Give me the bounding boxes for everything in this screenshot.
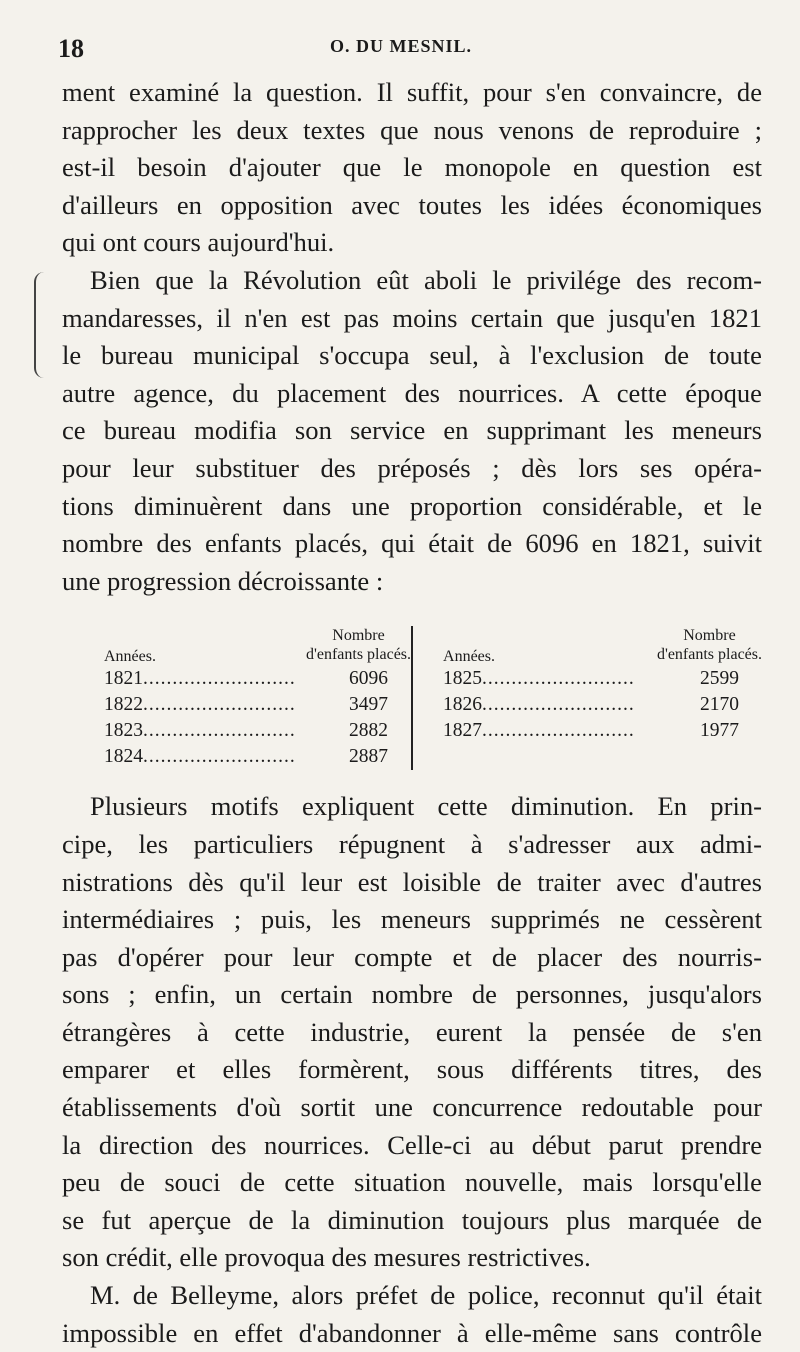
text-line: établissements d'où sortit une concurrence redoutable pour xyxy=(62,1092,762,1123)
text-line: ment examiné la question. Il suffit, pour s'en convaincre, de xyxy=(62,77,762,107)
text-line: Bien que la Révolution eût aboli le privilége des recom- xyxy=(90,264,762,295)
book-page xyxy=(58,34,762,1352)
text-line: mandaresses, il n'en est pas moins certain que jusqu'en 1821 xyxy=(62,302,762,333)
row-value: 2882 xyxy=(349,720,389,742)
row-year: 1823 xyxy=(104,720,143,742)
table-row: 1824 .......................... 2887 xyxy=(104,744,411,770)
table-row: 1827 .......................... 1977 xyxy=(443,718,762,744)
row-year: 1821 xyxy=(104,668,143,690)
text-line: peu de souci de cette situation nouvelle, mais lorsqu'elle xyxy=(62,1167,762,1198)
text-line: M. de Belleyme, alors préfet de police, reconnut qu'il était xyxy=(90,1280,762,1311)
text-line: se fut aperçue de la diminution toujours plus marquée de xyxy=(62,1204,762,1235)
placements-table xyxy=(62,626,762,770)
text-line: ce bureau modifia son service en supprimant les meneurs xyxy=(62,415,762,446)
running-title: O. DU MESNIL. xyxy=(330,36,473,56)
row-value: 6096 xyxy=(349,668,389,690)
header-count-line-2: d'enfants placés. xyxy=(656,646,762,664)
row-year: 1824 xyxy=(104,746,143,768)
paragraph-2 xyxy=(62,262,762,600)
text-line: pour leur substituer des préposés ; dès lors ses opéra- xyxy=(62,452,762,483)
text-line: nistrations dès qu'il leur est loisible de traiter avec d'autres xyxy=(62,866,762,897)
table-row: 1822 .......................... 3497 xyxy=(104,692,411,718)
text-line: cipe, les particuliers répugnent à s'adresser aux admi- xyxy=(62,828,762,859)
table-row: 1826 .......................... 2170 xyxy=(443,692,762,718)
row-value: 2599 xyxy=(700,668,739,690)
table-row: 1825 .......................... 2599 xyxy=(443,666,762,692)
text-line: emparer et elles formèrent, sous différents titres, des xyxy=(62,1054,762,1085)
text-line: son crédit, elle provoqua des mesures restrictives. xyxy=(62,1242,591,1273)
table-header xyxy=(104,626,411,666)
header-years: Années. xyxy=(443,648,495,666)
text-line: d'ailleurs en opposition avec toutes les idées économiques xyxy=(62,189,762,220)
text-line: qui ont cours aujourd'hui. xyxy=(62,227,335,258)
text-line: étrangères à cette industrie, eurent la pensée de s'en xyxy=(62,1016,762,1047)
text-line: Plusieurs motifs expliquent cette diminution. En prin- xyxy=(90,791,762,822)
row-year: 1822 xyxy=(104,694,143,716)
text-line: nombre des enfants placés, qui était de 6096 en 1821, suivit xyxy=(62,528,762,559)
row-value: 3497 xyxy=(349,694,389,716)
table-row: 1821 .......................... 6096 xyxy=(104,666,411,692)
row-year: 1827 xyxy=(443,720,483,742)
text-line: une progression décroissante : xyxy=(62,565,384,596)
header-years: Années. xyxy=(104,648,156,666)
text-line: tions diminuèrent dans une proportion considérable, et le xyxy=(62,490,762,521)
paragraph-1 xyxy=(62,74,762,262)
row-value: 2170 xyxy=(700,694,739,716)
header-count xyxy=(306,626,411,666)
header-count xyxy=(657,626,762,666)
header-count-line-2: d'enfants placés. xyxy=(305,646,412,664)
table-header xyxy=(443,626,762,666)
header-count-line-1: Nombre xyxy=(332,627,385,645)
text-line: le bureau municipal s'occupa seul, à l'exclusion de toute xyxy=(62,340,762,371)
text-line: impossible en effet d'abandonner à elle-même sans contrôle xyxy=(62,1317,762,1348)
row-value: 2887 xyxy=(349,746,389,768)
text-line: sons ; enfin, un certain nombre de personnes, jusqu'alors xyxy=(62,979,762,1010)
text-line: rapprocher les deux textes que nous venons de reproduire ; xyxy=(62,114,762,145)
table-column-left xyxy=(62,626,411,770)
text-line: pas d'opérer pour leur compte et de placer des nourris- xyxy=(62,941,762,972)
page-header xyxy=(58,34,762,74)
text-line: autre agence, du placement des nourrices. A cette époque xyxy=(62,377,762,408)
row-value: 1977 xyxy=(700,720,739,742)
header-count-line-1: Nombre xyxy=(683,627,736,645)
row-year: 1825 xyxy=(443,668,483,690)
table-column-right xyxy=(411,626,762,770)
page-number: 18 xyxy=(58,34,84,63)
paragraph-4 xyxy=(62,1277,762,1352)
row-year: 1826 xyxy=(443,694,483,716)
margin-bracket-mark xyxy=(34,272,50,378)
paragraph-3 xyxy=(62,788,762,1277)
text-line: est-il besoin d'ajouter que le monopole en question est xyxy=(62,152,762,183)
text-line: intermédiaires ; puis, les meneurs supprimés ne cessèrent xyxy=(62,904,762,935)
table-row: 1823 .......................... 2882 xyxy=(104,718,411,744)
text-line: la direction des nourrices. Celle-ci au début parut prendre xyxy=(62,1129,762,1160)
